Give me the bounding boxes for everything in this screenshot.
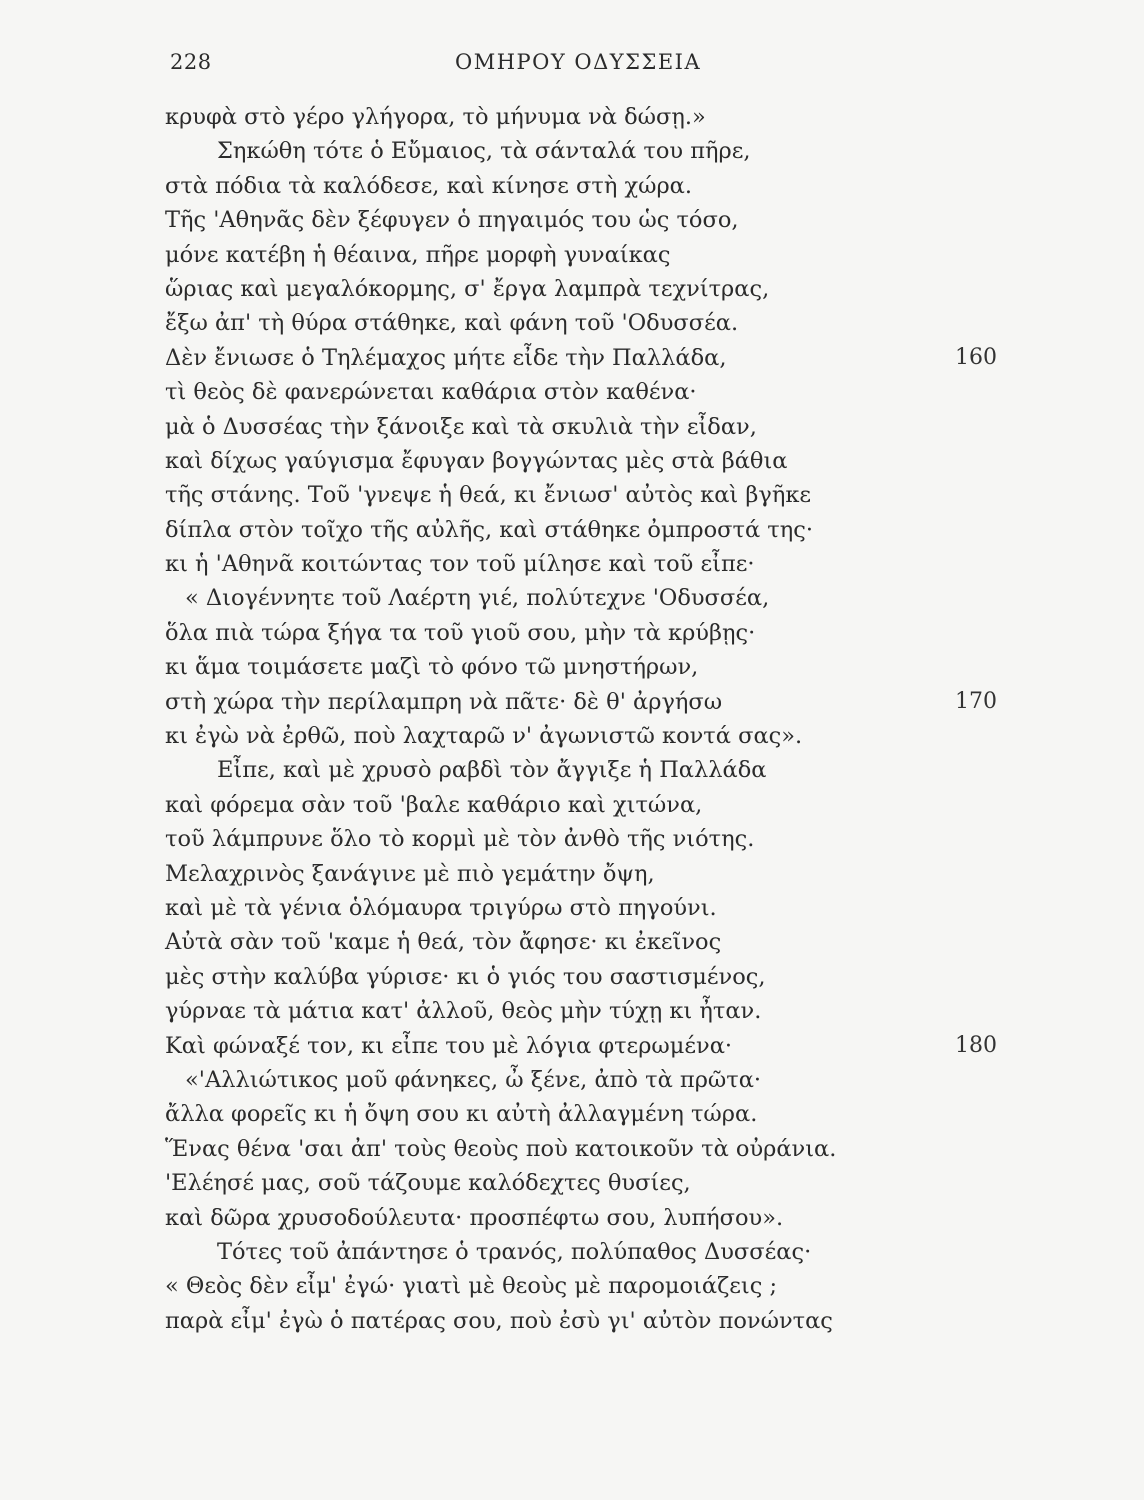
verse-line <box>165 1235 1025 1269</box>
verse-text: μόνε κατέβη ἡ θέαινα, πῆρε μορφὴ γυναίκας <box>165 241 671 268</box>
verse-text: Τῆς 'Αθηνᾶς δὲν ξέφυγεν ὁ πηγαιμός του ὡς τόσο, <box>165 207 739 234</box>
verse-text: ὥριας καὶ μεγαλόκορμης, σ' ἔργα λαμπρὰ τεχνίτρας, <box>165 275 770 302</box>
verse-text: παρὰ εἶμ' ἐγὼ ὁ πατέρας σου, ποὺ ἐσὺ γι' αὐτὸν πονώντας <box>165 1307 833 1334</box>
verse-line <box>165 994 1025 1028</box>
verse-text: Σηκώθη τότε ὁ Εὔμαιος, τὰ σάνταλά του πῆρε, <box>217 138 751 165</box>
verse-text: τῆς στάνης. Τοῦ 'γνεψε ἡ θεά, κι ἔνιωσ' αὐτὸς καὶ βγῆκε <box>165 482 812 509</box>
verse-line <box>165 1269 1025 1303</box>
verse-line <box>165 478 1025 512</box>
verse-text: μὰ ὁ Δυσσέας τὴν ξάνοιξε καὶ τὰ σκυλιὰ τὴν εἶδαν, <box>165 413 757 440</box>
verse-line <box>165 203 1025 237</box>
verse-line <box>165 1304 1025 1338</box>
verse-line <box>165 272 1025 306</box>
verse-line <box>165 238 1025 272</box>
verse-text: Ἕνας θένα 'σαι ἀπ' τοὺς θεοὺς ποὺ κατοικοῦν τὰ οὐράνια. <box>165 1135 837 1162</box>
line-number: 160 <box>955 344 997 370</box>
verse-line <box>165 650 1025 684</box>
verse-line <box>165 547 1025 581</box>
verse-line <box>165 822 1025 856</box>
verse-line <box>165 306 1025 340</box>
verse-text: τοῦ λάμπρυνε ὅλο τὸ κορμὶ μὲ τὸν ἀνθὸ τῆς νιότης. <box>165 826 755 853</box>
verse-text: μὲς στὴν καλύβα γύρισε· κι ὁ γιός του σαστισμένος, <box>165 963 766 990</box>
verse-text: Εἶπε, καὶ μὲ χρυσὸ ραβδὶ τὸν ἄγγιξε ἡ Παλλάδα <box>217 757 767 784</box>
page-number: 228 <box>170 50 212 74</box>
verse-text: γύρναε τὰ μάτια κατ' ἀλλοῦ, θεὸς μὴν τύχῃ κι ἦταν. <box>165 998 762 1025</box>
verse-line <box>165 513 1025 547</box>
verse-line <box>165 891 1025 925</box>
verse-line <box>165 410 1025 444</box>
poem-text <box>165 100 1025 1338</box>
page-header <box>0 46 1144 82</box>
running-title: ΟΜΗΡΟΥ ΟΔΥΣΣΕΙΑ <box>455 50 702 74</box>
verse-text: τὶ θεὸς δὲ φανερώνεται καθάρια στὸν καθένα· <box>165 379 697 406</box>
verse-text: καὶ δίχως γαύγισμα ἔφυγαν βογγώντας μὲς στὰ βάθια <box>165 447 788 474</box>
verse-text: ἄλλα φορεῖς κι ἡ ὄψη σου κι αὐτὴ ἀλλαγμένη τώρα. <box>165 1101 758 1128</box>
verse-text: Δὲν ἔνιωσε ὁ Τηλέμαχος μήτε εἶδε τὴν Παλλάδα, <box>165 344 727 371</box>
verse-text: 'Ελέησέ μας, σοῦ τάζουμε καλόδεχτες θυσίες, <box>165 1170 691 1197</box>
verse-text: κρυφὰ στὸ γέρο γλήγορα, τὸ μήνυμα νὰ δώσῃ.» <box>165 104 706 130</box>
verse-text: ὅλα πιὰ τώρα ξήγα τα τοῦ γιοῦ σου, μὴν τὰ κρύβῃς· <box>165 619 756 646</box>
verse-line <box>165 960 1025 994</box>
verse-line <box>165 169 1025 203</box>
verse-line <box>165 788 1025 822</box>
verse-line <box>165 100 1025 134</box>
verse-line <box>165 719 1025 753</box>
verse-line <box>165 685 1025 719</box>
verse-text: κι ἐγὼ νὰ ἐρθῶ, ποὺ λαχταρῶ ν' ἀγωνιστῶ κοντά σας». <box>165 723 803 750</box>
verse-text: ἔξω ἀπ' τὴ θύρα στάθηκε, καὶ φάνη τοῦ 'Οδυσσέα. <box>165 310 739 337</box>
verse-line <box>165 341 1025 375</box>
verse-text: « Θεὸς δὲν εἶμ' ἐγώ· γιατὶ μὲ θεοὺς μὲ παρομοιάζεις ; <box>165 1273 778 1300</box>
verse-line <box>165 857 1025 891</box>
verse-line <box>165 444 1025 478</box>
verse-line <box>165 925 1025 959</box>
verse-text: Αὐτὰ σὰν τοῦ 'καμε ἡ θεά, τὸν ἄφησε· κι ἐκεῖνος <box>165 929 722 956</box>
verse-text: καὶ δῶρα χρυσοδούλευτα· προσπέφτω σου, λυπήσου». <box>165 1204 784 1231</box>
verse-text: κι ἡ 'Αθηνᾶ κοιτώντας τον τοῦ μίλησε καὶ τοῦ εἶπε· <box>165 551 755 578</box>
verse-text: « Διογέννητε τοῦ Λαέρτη γιέ, πολύτεχνε 'Οδυσσέα, <box>185 585 770 612</box>
verse-text: Μελαχρινὸς ξανάγινε μὲ πιὸ γεμάτην ὄψη, <box>165 860 655 887</box>
line-number: 170 <box>955 688 997 714</box>
verse-line <box>165 375 1025 409</box>
verse-text: στὴ χώρα τὴν περίλαμπρη νὰ πᾶτε· δὲ θ' ἀργήσω <box>165 688 723 715</box>
verse-line <box>165 581 1025 615</box>
verse-line <box>165 1097 1025 1131</box>
verse-line <box>165 1132 1025 1166</box>
verse-line <box>165 1201 1025 1235</box>
verse-line <box>165 616 1025 650</box>
verse-line <box>165 1063 1025 1097</box>
verse-text: Καὶ φώναξέ τον, κι εἶπε του μὲ λόγια φτερωμένα· <box>165 1032 733 1059</box>
verse-line <box>165 134 1025 168</box>
verse-text: καὶ φόρεμα σὰν τοῦ 'βαλε καθάριο καὶ χιτώνα, <box>165 791 703 818</box>
verse-text: στὰ πόδια τὰ καλόδεσε, καὶ κίνησε στὴ χώρα. <box>165 172 693 199</box>
line-number: 180 <box>955 1032 997 1058</box>
verse-line <box>165 753 1025 787</box>
verse-text: καὶ μὲ τὰ γένια ὁλόμαυρα τριγύρω στὸ πηγούνι. <box>165 894 717 921</box>
verse-text: κι ἅμα τοιμάσετε μαζὶ τὸ φόνο τῶ μνηστήρων, <box>165 654 699 681</box>
verse-text: Τότες τοῦ ἀπάντησε ὁ τρανός, πολύπαθος Δυσσέας· <box>217 1238 812 1265</box>
verse-text: δίπλα στὸν τοῖχο τῆς αὐλῆς, καὶ στάθηκε ὀμπροστά της· <box>165 516 813 543</box>
verse-text: «'Αλλιώτικος μοῦ φάνηκες, ὦ ξένε, ἀπὸ τὰ πρῶτα· <box>185 1066 762 1093</box>
verse-line <box>165 1166 1025 1200</box>
verse-line <box>165 1029 1025 1063</box>
